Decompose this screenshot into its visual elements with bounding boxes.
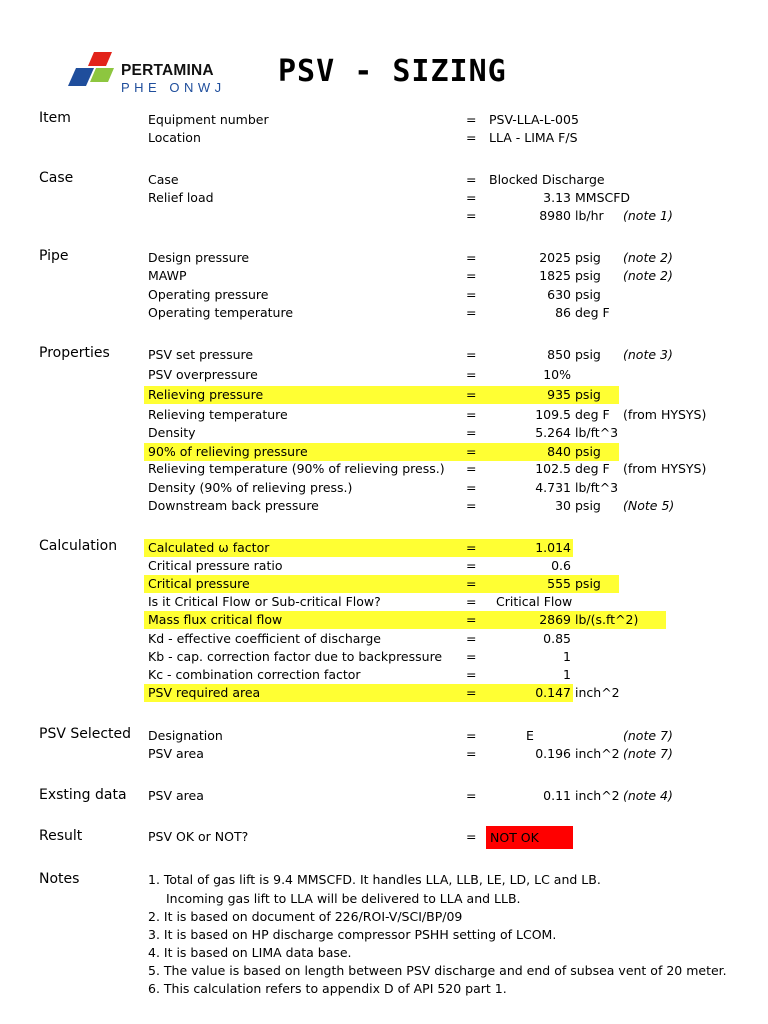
row-value: 555 xyxy=(547,576,571,591)
row-relief-load-mass xyxy=(0,207,768,225)
row-value: LLA - LIMA F/S xyxy=(489,130,578,145)
row-90pct-relieving-pressure xyxy=(0,443,768,461)
row-label: Is it Critical Flow or Sub-critical Flow? xyxy=(148,594,381,609)
row-value: 0.6 xyxy=(551,558,571,573)
row-value: 86 xyxy=(555,305,571,320)
row-overpressure xyxy=(0,366,768,384)
equals-sign: = xyxy=(466,347,477,362)
row-note: (note 2) xyxy=(623,268,673,283)
brand-name: PERTAMINA xyxy=(121,62,214,79)
row-value: 1 xyxy=(563,667,571,682)
row-operating-temperature xyxy=(0,304,768,322)
result-status-text: NOT OK xyxy=(490,830,539,845)
equals-sign: = xyxy=(466,746,477,761)
row-label: Calculated ω factor xyxy=(148,540,270,555)
row-note: (note 3) xyxy=(623,347,673,362)
section-existing-data: Exsting data xyxy=(39,787,127,803)
row-label: Location xyxy=(148,130,201,145)
section-properties: Properties xyxy=(39,345,110,361)
row-unit: deg F xyxy=(575,407,610,422)
row-kd xyxy=(0,630,768,648)
pertamina-logo-icon xyxy=(66,50,118,96)
row-location xyxy=(0,129,768,147)
equals-sign: = xyxy=(466,576,477,591)
equals-sign: = xyxy=(466,594,477,609)
equals-sign: = xyxy=(466,305,477,320)
row-note: (from HYSYS) xyxy=(623,461,707,476)
row-mawp xyxy=(0,267,768,285)
row-label: Relieving temperature (90% of relieving press.) xyxy=(148,461,445,476)
row-note: (note 2) xyxy=(623,250,673,265)
row-unit: psig xyxy=(575,250,601,265)
row-value: 5.264 xyxy=(535,425,571,440)
row-label: Density xyxy=(148,425,196,440)
row-relief-load xyxy=(0,189,768,207)
row-label: Designation xyxy=(148,728,223,743)
row-label: PSV overpressure xyxy=(148,367,258,382)
row-back-pressure xyxy=(0,497,768,515)
note-item: 2. It is based on document of 226/ROI-V/SCI/BP/09 xyxy=(148,909,463,924)
row-unit: psig xyxy=(575,498,601,513)
equals-sign: = xyxy=(466,444,477,459)
row-value: 8980 xyxy=(539,208,571,223)
row-psv-area xyxy=(0,745,768,763)
row-label: Kb - cap. correction factor due to backpressure xyxy=(148,649,443,664)
row-value: 1825 xyxy=(539,268,571,283)
equals-sign: = xyxy=(466,172,477,187)
note-item: 1. Total of gas lift is 9.4 MMSCFD. It handles LLA, LLB, LE, LD, LC and LB. xyxy=(148,872,601,887)
row-relieving-temperature-90 xyxy=(0,460,768,478)
equals-sign: = xyxy=(466,112,477,127)
row-unit: lb/ft^3 xyxy=(575,425,619,440)
row-value: E xyxy=(526,728,534,743)
row-value: 935 xyxy=(547,387,571,402)
row-label: Case xyxy=(148,172,179,187)
section-psv-selected: PSV Selected xyxy=(39,726,132,742)
row-label: Equipment number xyxy=(148,112,269,127)
row-mass-flux xyxy=(0,611,768,629)
row-value: 630 xyxy=(547,287,571,302)
row-unit: inch^2 xyxy=(575,685,620,700)
equals-sign: = xyxy=(466,287,477,302)
row-unit: psig xyxy=(575,444,601,459)
row-label: Downstream back pressure xyxy=(148,498,319,513)
row-value: 109.5 xyxy=(535,407,571,422)
row-unit: psig xyxy=(575,576,601,591)
row-value: 850 xyxy=(547,347,571,362)
row-critical-pressure-ratio xyxy=(0,557,768,575)
equals-sign: = xyxy=(466,407,477,422)
equals-sign: = xyxy=(466,667,477,682)
row-label: PSV area xyxy=(148,746,204,761)
equals-sign: = xyxy=(466,558,477,573)
equals-sign: = xyxy=(466,250,477,265)
row-label: Kc - combination correction factor xyxy=(148,667,361,682)
equals-sign: = xyxy=(466,461,477,476)
row-value: 30 xyxy=(555,498,571,513)
equals-sign: = xyxy=(466,685,477,700)
row-value: 1.014 xyxy=(535,540,571,555)
row-critical-pressure xyxy=(0,575,768,593)
row-value: 10% xyxy=(543,367,571,382)
row-unit: MMSCFD xyxy=(575,190,631,205)
row-label: Kd - effective coefficient of discharge xyxy=(148,631,381,646)
row-relieving-temperature xyxy=(0,406,768,424)
section-notes: Notes xyxy=(39,871,80,887)
row-unit: psig xyxy=(575,287,601,302)
row-value: 102.5 xyxy=(535,461,571,476)
row-value: 2025 xyxy=(539,250,571,265)
equals-sign: = xyxy=(466,190,477,205)
brand-subtitle: PHE ONWJ xyxy=(121,80,226,95)
equals-sign: = xyxy=(466,425,477,440)
equals-sign: = xyxy=(466,649,477,664)
row-unit: inch^2 xyxy=(575,746,620,761)
row-note: (note 1) xyxy=(623,208,673,223)
row-value: Critical Flow xyxy=(496,594,573,609)
row-kb xyxy=(0,648,768,666)
equals-sign: = xyxy=(466,208,477,223)
page-title: PSV - SIZING xyxy=(278,54,507,89)
row-value: 3.13 xyxy=(543,190,571,205)
row-label: PSV area xyxy=(148,788,204,803)
row-unit: deg F xyxy=(575,461,610,476)
row-label: 90% of relieving pressure xyxy=(148,444,308,459)
row-label: Relieving pressure xyxy=(148,387,264,402)
row-label: Density (90% of relieving press.) xyxy=(148,480,353,495)
row-designation xyxy=(0,727,768,745)
row-value: 0.85 xyxy=(543,631,571,646)
row-unit: inch^2 xyxy=(575,788,620,803)
row-result xyxy=(0,828,768,846)
row-design-pressure xyxy=(0,249,768,267)
row-operating-pressure xyxy=(0,286,768,304)
row-value: 0.147 xyxy=(535,685,571,700)
section-calculation: Calculation xyxy=(39,538,118,554)
row-value: 840 xyxy=(547,444,571,459)
equals-sign: = xyxy=(466,480,477,495)
row-label: PSV OK or NOT? xyxy=(148,829,249,844)
equals-sign: = xyxy=(466,540,477,555)
row-relieving-pressure xyxy=(0,386,768,404)
row-label: Relief load xyxy=(148,190,214,205)
row-density xyxy=(0,424,768,442)
note-item: 5. The value is based on length between PSV discharge and end of subsea vent of 20 meter. xyxy=(148,963,727,978)
equals-sign: = xyxy=(466,612,477,627)
equals-sign: = xyxy=(466,268,477,283)
row-value: PSV-LLA-L-005 xyxy=(489,112,579,127)
row-note: (note 4) xyxy=(623,788,673,803)
pertamina-logo xyxy=(66,50,236,96)
row-unit: psig xyxy=(575,387,601,402)
note-item: 6. This calculation refers to appendix D of API 520 part 1. xyxy=(148,981,507,996)
equals-sign: = xyxy=(466,631,477,646)
row-note: (note 7) xyxy=(623,728,673,743)
equals-sign: = xyxy=(466,498,477,513)
row-label: Critical pressure ratio xyxy=(148,558,283,573)
row-omega-factor xyxy=(0,539,768,557)
section-case: Case xyxy=(39,170,74,186)
row-density-90 xyxy=(0,479,768,497)
row-value: 4.731 xyxy=(535,480,571,495)
row-unit: lb/hr xyxy=(575,208,604,223)
row-label: Critical pressure xyxy=(148,576,250,591)
equals-sign: = xyxy=(466,728,477,743)
row-existing-psv-area xyxy=(0,787,768,805)
row-label: MAWP xyxy=(148,268,187,283)
equals-sign: = xyxy=(466,387,477,402)
note-item: 3. It is based on HP discharge compressor PSHH setting of LCOM. xyxy=(148,927,557,942)
row-value: 2869 xyxy=(539,612,571,627)
row-label: Design pressure xyxy=(148,250,250,265)
section-item: Item xyxy=(39,110,71,126)
row-equipment-number xyxy=(0,111,768,129)
row-case xyxy=(0,171,768,189)
row-value: Blocked Discharge xyxy=(489,172,605,187)
section-pipe: Pipe xyxy=(39,248,69,264)
row-kc xyxy=(0,666,768,684)
row-value: 0.11 xyxy=(543,788,571,803)
equals-sign: = xyxy=(466,829,477,844)
row-label: Operating pressure xyxy=(148,287,269,302)
row-label: Relieving temperature xyxy=(148,407,288,422)
section-result: Result xyxy=(39,828,83,844)
row-label: PSV set pressure xyxy=(148,347,254,362)
row-value: 0.196 xyxy=(535,746,571,761)
row-required-area xyxy=(0,684,768,702)
equals-sign: = xyxy=(466,367,477,382)
row-label: Mass flux critical flow xyxy=(148,612,283,627)
row-value: 1 xyxy=(563,649,571,664)
row-unit: psig xyxy=(575,347,601,362)
equals-sign: = xyxy=(466,130,477,145)
row-note: (from HYSYS) xyxy=(623,407,707,422)
row-label: PSV required area xyxy=(148,685,261,700)
row-note: (note 7) xyxy=(623,746,673,761)
equals-sign: = xyxy=(466,788,477,803)
result-status-badge xyxy=(486,826,573,849)
row-unit: lb/ft^3 xyxy=(575,480,619,495)
row-unit: lb/(s.ft^2) xyxy=(575,612,639,627)
row-set-pressure xyxy=(0,346,768,364)
note-item: Incoming gas lift to LLA will be delivered to LLA and LLB. xyxy=(166,891,521,906)
row-note: (Note 5) xyxy=(623,498,675,513)
row-unit: psig xyxy=(575,268,601,283)
row-flow-type xyxy=(0,593,768,611)
note-item: 4. It is based on LIMA data base. xyxy=(148,945,352,960)
row-unit: deg F xyxy=(575,305,610,320)
row-label: Operating temperature xyxy=(148,305,294,320)
